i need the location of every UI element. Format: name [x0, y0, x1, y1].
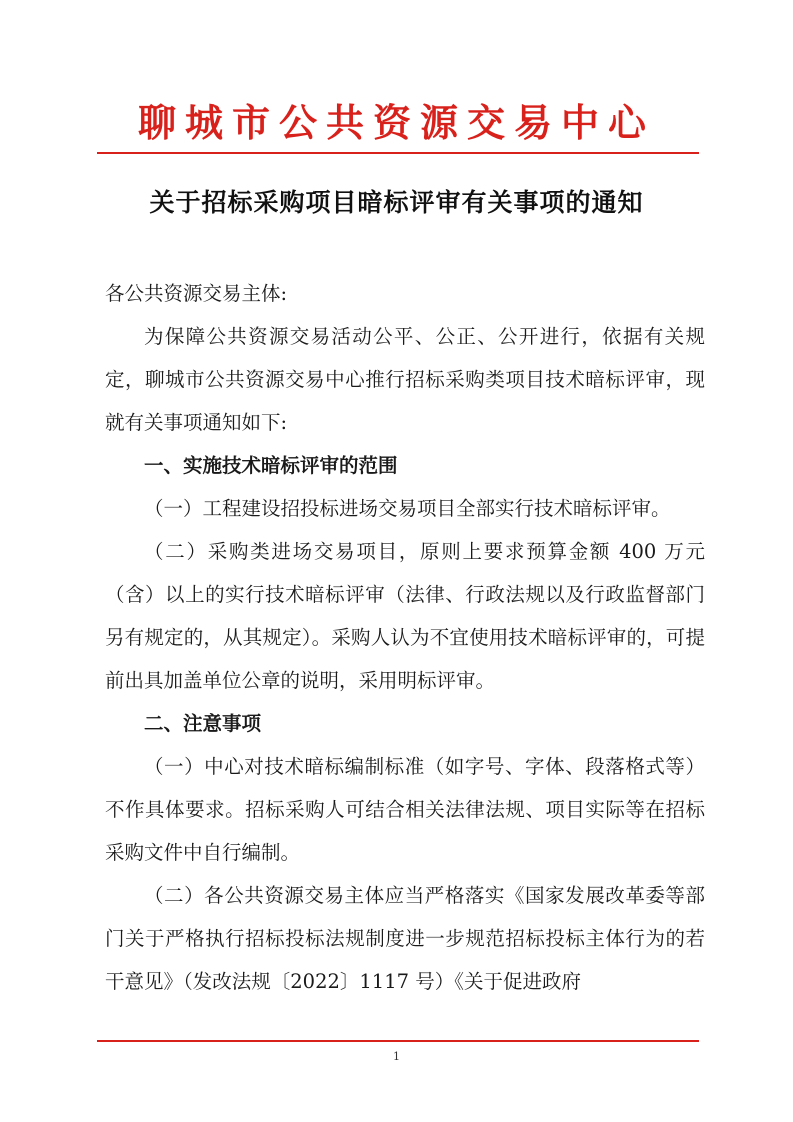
- section-1-item-2: （二）采购类进场交易项目，原则上要求预算金额 400 万元（含）以上的实行技术暗标评审（法律、行政法规以及行政监督部门另有规定的，从其规定）。采购人认为不宜使用技术暗标评审的，可提前出具加盖单位公章的说明，采用明标评审。: [105, 540, 705, 692]
- section-2-item-1: （一）中心对技术暗标编制标准（如字号、字体、段落格式等）不作具体要求。招标采购人可结合相关法律法规、项目实际等在招标采购文件中自行编制。: [105, 755, 705, 864]
- section-2-item-2: （二）各公共资源交易主体应当严格落实《国家发展改革委等部门关于严格执行招标投标法规制度进一步规范招标投标主体行为的若干意见》（发改法规〔2022〕1117 号）《关于促进政府: [105, 884, 705, 993]
- page-number: 1: [393, 1050, 400, 1063]
- salutation: 各公共资源交易主体:: [105, 282, 288, 305]
- document-title: 关于招标采购项目暗标评审有关事项的通知: [149, 188, 644, 217]
- section-1-heading: 一、实施技术暗标评审的范围: [144, 454, 398, 477]
- section-2-heading: 二、注意事项: [144, 712, 262, 735]
- footer-red-rule: [97, 1040, 699, 1042]
- header-red-rule: [97, 152, 699, 154]
- section-1-item-1: （一）工程建设招投标进场交易项目全部实行技术暗标评审。: [144, 497, 671, 520]
- issuing-organization-header: 聊城市公共资源交易中心: [137, 100, 655, 145]
- intro-paragraph: 为保障公共资源交易活动公平、公正、公开进行，依据有关规定，聊城市公共资源交易中心推行招标采购类项目技术暗标评审，现就有关事项通知如下:: [105, 325, 705, 434]
- document-body: [105, 315, 705, 1003]
